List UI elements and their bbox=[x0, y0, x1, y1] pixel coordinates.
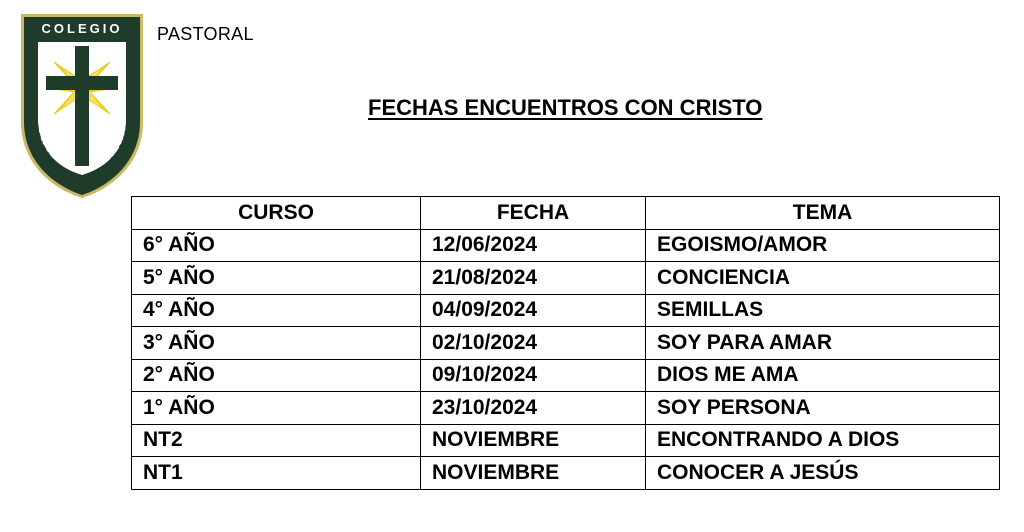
column-header-fecha: FECHA bbox=[421, 197, 646, 230]
table-row bbox=[132, 327, 1000, 360]
document-title: FECHAS ENCUENTROS CON CRISTO bbox=[368, 95, 763, 120]
crest-ring-text: BEATO DAMIAN DE MOLOKAI bbox=[28, 124, 136, 188]
cell-tema: EGOISMO/AMOR bbox=[646, 229, 1000, 262]
cell-curso: 6° AÑO bbox=[132, 229, 421, 262]
table-row bbox=[132, 359, 1000, 392]
table-row bbox=[132, 229, 1000, 262]
cell-tema: CONOCER A JESÚS bbox=[646, 457, 1000, 490]
table-row bbox=[132, 294, 1000, 327]
table-row bbox=[132, 424, 1000, 457]
column-header-tema: TEMA bbox=[646, 197, 1000, 230]
department-label: PASTORAL bbox=[157, 24, 254, 44]
cell-tema: CONCIENCIA bbox=[646, 262, 1000, 295]
cell-tema: DIOS ME AMA bbox=[646, 359, 1000, 392]
cell-fecha: 04/09/2024 bbox=[421, 294, 646, 327]
cell-curso: 5° AÑO bbox=[132, 262, 421, 295]
schedule-table bbox=[131, 196, 1000, 490]
table-row bbox=[132, 262, 1000, 295]
cell-fecha: 02/10/2024 bbox=[421, 327, 646, 360]
cell-fecha: 12/06/2024 bbox=[421, 229, 646, 262]
column-header-curso: CURSO bbox=[132, 197, 421, 230]
cell-curso: 3° AÑO bbox=[132, 327, 421, 360]
cell-tema: SEMILLAS bbox=[646, 294, 1000, 327]
table-row bbox=[132, 392, 1000, 425]
cell-fecha: NOVIEMBRE bbox=[421, 424, 646, 457]
cell-fecha: 21/08/2024 bbox=[421, 262, 646, 295]
cell-curso: 4° AÑO bbox=[132, 294, 421, 327]
cell-curso: 2° AÑO bbox=[132, 359, 421, 392]
table-header-row bbox=[132, 197, 1000, 230]
cell-tema: ENCONTRANDO A DIOS bbox=[646, 424, 1000, 457]
table-row bbox=[132, 457, 1000, 490]
cell-curso: NT1 bbox=[132, 457, 421, 490]
crest-top-text: COLEGIO bbox=[41, 21, 123, 36]
cell-curso: 1° AÑO bbox=[132, 392, 421, 425]
cell-fecha: 09/10/2024 bbox=[421, 359, 646, 392]
cell-fecha: NOVIEMBRE bbox=[421, 457, 646, 490]
cell-tema: SOY PARA AMAR bbox=[646, 327, 1000, 360]
cell-tema: SOY PERSONA bbox=[646, 392, 1000, 425]
cell-fecha: 23/10/2024 bbox=[421, 392, 646, 425]
school-crest-logo bbox=[18, 12, 146, 200]
cell-curso: NT2 bbox=[132, 424, 421, 457]
